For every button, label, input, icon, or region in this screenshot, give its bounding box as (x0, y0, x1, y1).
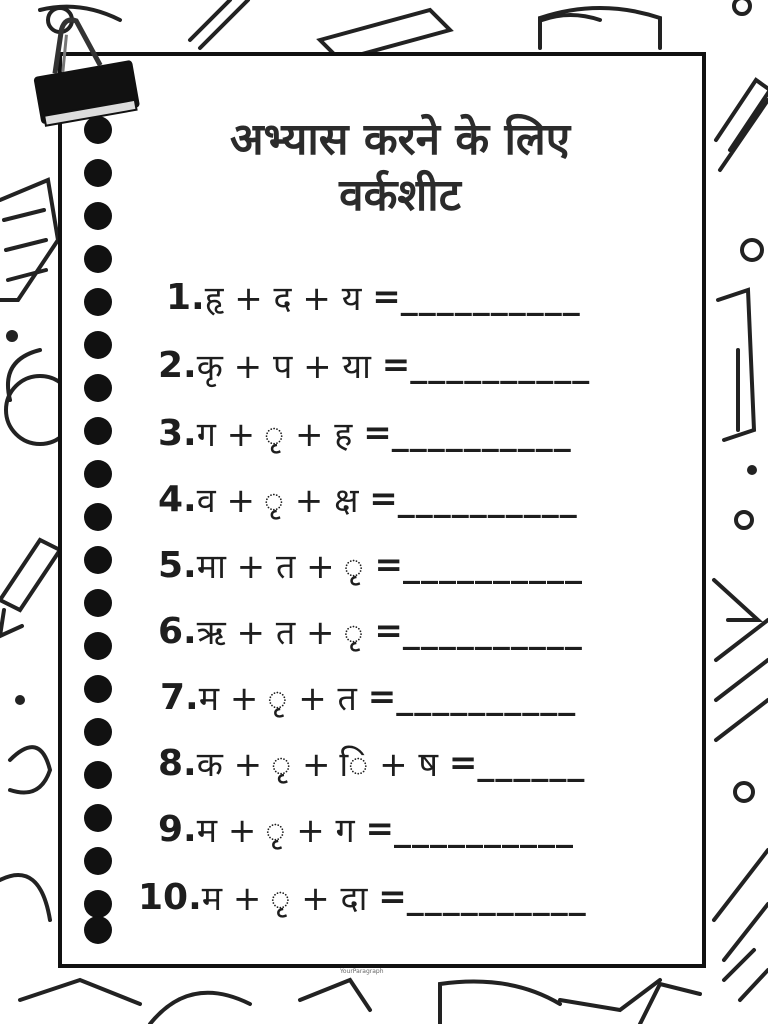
binding-hole (84, 202, 112, 230)
exercise-number: 10. (138, 876, 202, 918)
exercise-row-3 (158, 408, 738, 458)
exercise-expression: व + ृ + क्ष (196, 481, 359, 521)
answer-blank[interactable]: ______ (477, 743, 586, 783)
equals-sign: = (367, 677, 397, 717)
equals-sign: = (363, 413, 392, 453)
equals-sign: = (369, 479, 398, 519)
exercise-row-6 (158, 606, 738, 656)
exercise-row-5 (158, 540, 738, 590)
answer-blank[interactable]: __________ (406, 877, 587, 917)
exercise-expression: ऋ + त + ृ (196, 613, 364, 653)
exercise-number: 7. (160, 676, 199, 718)
binding-hole (84, 460, 112, 488)
exercise-expression: म + ृ + त (198, 679, 357, 719)
binding-hole (84, 374, 112, 402)
exercise-expression: क + ृ + ि + ष (196, 745, 439, 785)
exercise-number: 5. (158, 544, 197, 586)
exercise-number: 1. (166, 276, 205, 318)
equals-sign: = (378, 877, 407, 917)
binding-hole (84, 916, 112, 944)
binding-hole (84, 804, 112, 832)
title-line-2: वर्कशीट (339, 170, 461, 221)
binding-hole (84, 632, 112, 660)
exercise-expression: कृ + प + या (196, 347, 371, 387)
answer-blank[interactable]: __________ (410, 345, 591, 385)
binding-hole (84, 288, 112, 316)
equals-sign: = (374, 545, 404, 585)
exercise-row-8 (158, 738, 738, 788)
exercise-expression: ग + ृ + ह (196, 415, 353, 455)
answer-blank[interactable]: __________ (391, 413, 572, 453)
binding-hole (84, 718, 112, 746)
binding-hole (84, 589, 112, 617)
binding-hole (84, 245, 112, 273)
equals-sign: = (365, 809, 394, 849)
binding-hole (84, 761, 112, 789)
binding-hole (84, 116, 112, 144)
credit-text: YourParagraph (340, 968, 384, 975)
exercise-row-10 (138, 872, 718, 922)
exercise-expression: म + ृ + ग (196, 811, 355, 851)
equals-sign: = (372, 277, 401, 317)
equals-sign: = (374, 611, 403, 651)
exercise-number: 3. (158, 412, 197, 454)
exercise-row-4 (158, 474, 738, 524)
title-line-1: अभ्यास करने के लिए (229, 114, 571, 165)
answer-blank[interactable]: __________ (393, 809, 574, 849)
exercise-number: 9. (158, 808, 197, 850)
exercise-number: 8. (158, 742, 197, 784)
answer-blank[interactable]: __________ (400, 277, 581, 317)
binding-hole (84, 159, 112, 187)
exercise-number: 4. (158, 478, 197, 520)
answer-blank[interactable]: __________ (396, 677, 577, 717)
binding-hole (84, 847, 112, 875)
exercise-row-9 (158, 804, 738, 854)
equals-sign: = (448, 743, 478, 783)
binding-hole (84, 331, 112, 359)
binding-hole (84, 503, 112, 531)
exercise-expression: म + ृ + दा (201, 879, 368, 919)
binding-hole (84, 417, 112, 445)
exercise-row-1 (166, 272, 746, 322)
exercise-row-2 (158, 340, 738, 390)
exercise-number: 2. (158, 344, 197, 386)
exercise-expression: हृ + द + य (204, 279, 362, 319)
spiral-holes (84, 116, 114, 946)
answer-blank[interactable]: __________ (403, 545, 584, 585)
worksheet-title (130, 112, 670, 224)
answer-blank[interactable]: __________ (402, 611, 583, 651)
binding-hole (84, 890, 112, 918)
exercise-expression: मा + त + ृ (196, 547, 364, 587)
exercise-row-7 (160, 672, 740, 722)
answer-blank[interactable]: __________ (397, 479, 578, 519)
binding-hole (84, 675, 112, 703)
equals-sign: = (381, 345, 411, 385)
exercise-number: 6. (158, 610, 197, 652)
binding-hole (84, 546, 112, 574)
